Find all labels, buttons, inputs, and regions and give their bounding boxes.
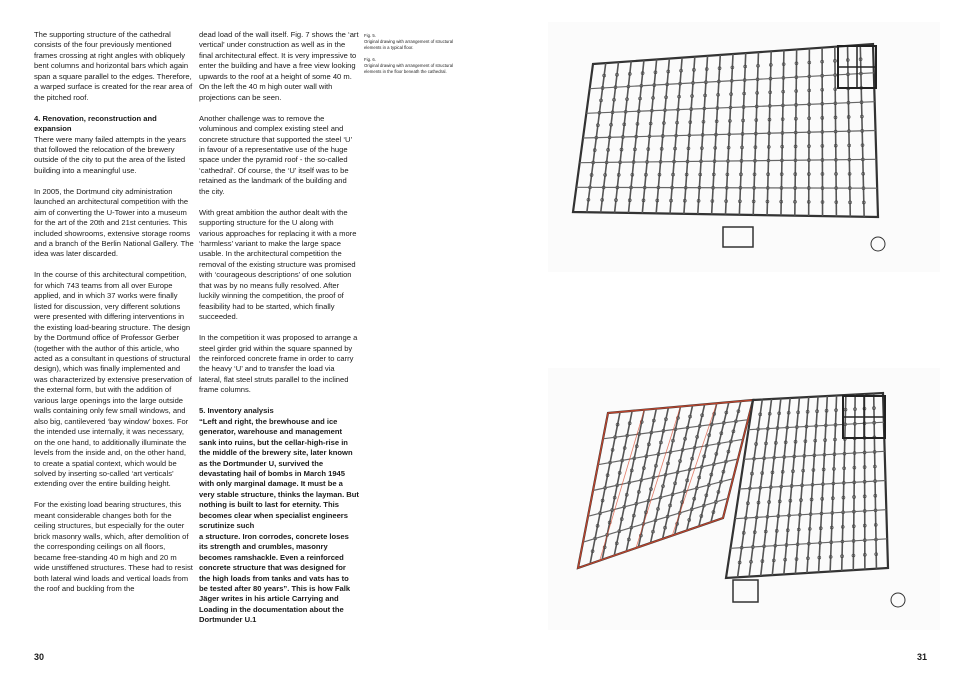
stamp-seal	[891, 593, 905, 607]
stamp-seal	[871, 237, 885, 251]
caption-label: Fig. 6.	[364, 57, 376, 62]
paragraph: The supporting structure of the cathedral consists of the four previously mentioned frames crossing at right angles with obliquely bent columns and horizontal bars which again span a square parallel to the edges. Therefore, a warped surface is created for the rear area of the pitched roof.	[34, 30, 193, 102]
page-number-left: 30	[34, 652, 45, 662]
paragraph: In the competition it was proposed to arrange a steel girder grid within the square spanned by the reinforced concrete frame in order to carry the heavy ‘U’ and to transfer the load via lateral, flat steel struts parallel to the inclined frame columns.	[199, 333, 358, 395]
caption-fig-5	[364, 33, 464, 51]
text-column-2	[199, 30, 359, 636]
paragraph: dead load of the wall itself. Fig. 7 shows the ‘art vertical’ under construction as well as in the final architectural effect. It is very impressive to enter the building and have a free view looking upwards to the roof at a height of some 40 m. On the left the 40 m high outer wall with projections can be seen.	[199, 30, 359, 102]
outer-wall	[578, 400, 753, 568]
girder-line	[583, 498, 728, 542]
caption-text: Original drawing with arrangement of structural elements in the floor beneath the cathedral.	[364, 63, 454, 74]
highlight-outline	[578, 400, 753, 568]
paragraph	[34, 114, 194, 177]
paragraph	[199, 406, 359, 626]
page-number-right: 31	[917, 652, 928, 662]
caption-fig-6	[364, 57, 464, 75]
paragraph: In 2005, the Dortmund city administration launched an architectural competition with the aim of converting the U-Tower into a museum for the art of the 20th and 21st centuries. This included showrooms, extensive storage rooms and a branch of the Berlin National Gallery. The idea was later discarded.	[34, 186, 194, 259]
caption-text: Original drawing with arrangement of structural elements in a typical floor.	[364, 39, 454, 50]
fig-6-floor-plan-drawing	[548, 368, 940, 630]
girder-line	[576, 187, 877, 188]
annex-box	[733, 580, 758, 602]
paragraph: In the course of this architectural competition, for which 743 teams from all over Europe applied, and in which 37 works were finally listed for discussion, very different solutions were presented with differing interventions in the existing load-bearing structure. The design by the Dortmund office of Professor Gerber (together with the author of this article, who acted as a consultant in questions of structural design), which was finally implemented and was characterized by extensive preservation of the external form, but with the addition of various large openings into the large outside walls containing only few small windows, and also big, cantilevered ‘bay window’ boxes. For the intended use internally, it was necessary, on the one hand, to additionally illuminate the levels from the inside and, on the other hand, to create a spatial context, which would be solved by inserting so-called ‘art verticals’ extending over the entire building height.	[34, 270, 192, 489]
paragraph: Another challenge was to remove the voluminous and complex existing steel and concrete structure that supported the steel ‘U’ in favour of a representative use of the huge space under the pyramid roof - the so-called ‘cathedral’. Of course, the ‘U’ itself was to be retained as the landmark of the building and the city.	[199, 113, 352, 196]
quote-text: “Left and right, the brewhouse and ice generator, warehouse and management sank into ruins, but the cellar-high-rise in the middle of the brewery site, later known as the Dortmunder U, survived the devastating hail of bombs in March 1945 with only marginal damage. It must be a very stable structure, thinks the layman. But nothing is built to last for eternity. This becomes clear when specialist engineers scrutinize such a structure. Iron corrodes, concrete loses its strength and crumbles, masonry becomes ramshackle. Even a reinforced concrete structure that was designed for the high loads from tanks and vats has to be tested after 80 years”. This is how Falk Jäger writes in his article Carrying and Loading in the documentation about the Dortmunder U.1	[199, 416, 359, 625]
caption-label: Fig. 5.	[364, 33, 376, 38]
annex-box	[723, 227, 753, 247]
girder-line	[593, 459, 738, 491]
girder-line	[588, 479, 733, 517]
section-heading: 5. Inventory analysis	[199, 406, 274, 416]
section-text: There were many failed attempts in the years that followed the relocation of the brewery outside of the city to put the area of the listed building into a meaningful use.	[34, 134, 186, 175]
fig-5-floor-plan-drawing	[548, 22, 940, 272]
figure-captions	[364, 33, 464, 81]
paragraph: For the existing load bearing structures, this meant considerable changes both for the ceiling structures, but especially for the outer brick masonry walls, which, after demolition of the corresponding ceilings on all floors, became free-standing 40 m high and 20 m wide unstiffened structures. These had to resist both lateral wind loads and vertical loads from the roof and buckling from the	[34, 500, 193, 593]
paragraph: With great ambition the author dealt with the supporting structure for the U along with various approaches for replacing it with a more ‘harmless’ variant to make the large space usable. In the architectural competition the removal of the existing structure was promised with ‘courageous descriptions’ of one solution that was by no means fully resolved. After luckily winning the competition, the proof of feasibility had to be started, which finally succeeded.	[199, 207, 357, 322]
section-heading: 4. Renovation, reconstruction and expansion	[34, 113, 157, 134]
girder-line	[598, 439, 743, 464]
text-column-1	[34, 30, 194, 605]
outer-wall	[573, 44, 878, 217]
